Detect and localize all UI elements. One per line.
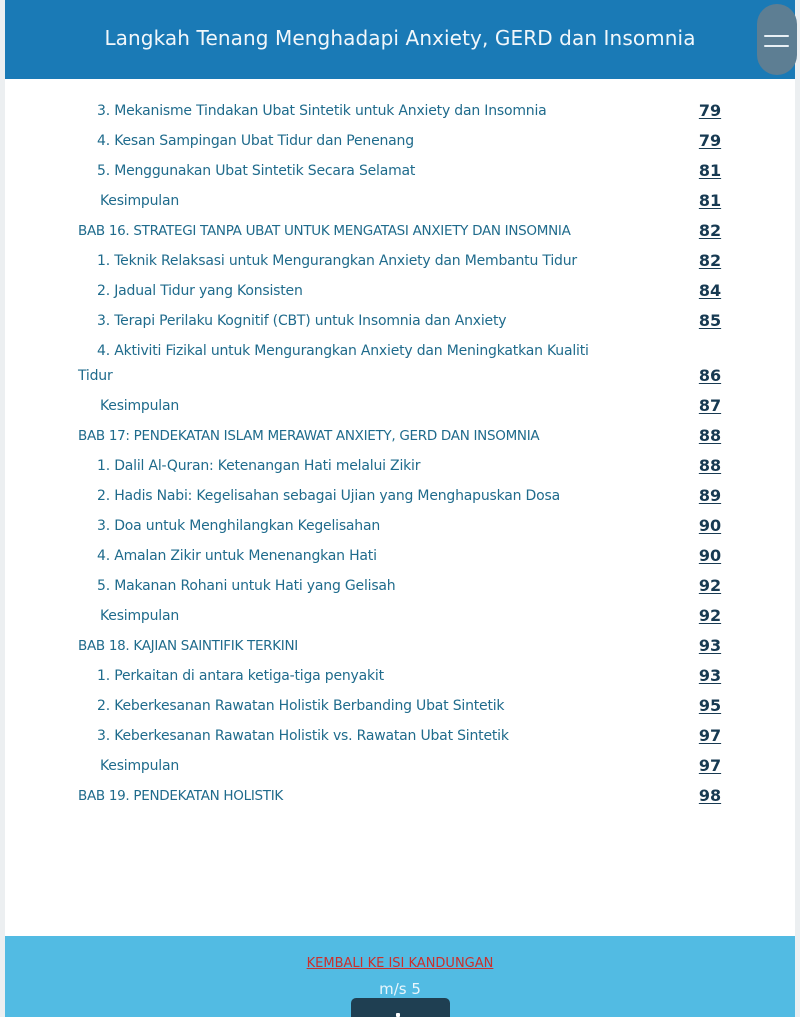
toc-entry-summary: Kesimpulan <box>100 758 180 774</box>
toc-entry-summary: Kesimpulan <box>100 193 180 209</box>
page-title: Langkah Tenang Menghadapi Anxiety, GERD dan Insomnia <box>104 26 696 50</box>
right-edge <box>795 0 800 1017</box>
back-to-contents-link[interactable]: KEMBALI KE ISI KANDUNGAN <box>306 956 494 971</box>
toc-entry: 5. Menggunakan Ubat Sintetik Secara Selamat <box>97 163 416 179</box>
toc-page-link[interactable]: 85 <box>698 311 722 330</box>
toc-entry: 2. Jadual Tidur yang Konsisten <box>97 283 303 299</box>
toc-page-link[interactable]: 98 <box>698 786 722 805</box>
toc-entry: 2. Hadis Nabi: Kegelisahan sebagai Ujian yang Menghapuskan Dosa <box>97 488 560 504</box>
toc-page-link[interactable]: 79 <box>698 101 722 120</box>
menu-button[interactable] <box>757 4 797 75</box>
toc-entry: 3. Doa untuk Menghilangkan Kegelisahan <box>97 518 381 534</box>
toc-page-link[interactable]: 95 <box>698 696 722 715</box>
toc-chapter-heading: BAB 17: PENDEKATAN ISLAM MERAWAT ANXIETY, GERD DAN INSOMNIA <box>78 428 540 444</box>
toc-page-link[interactable]: 79 <box>698 131 722 150</box>
toc-page-link[interactable]: 81 <box>698 191 722 210</box>
toc-page-link[interactable]: 97 <box>698 756 722 775</box>
toc-page-link[interactable]: 93 <box>698 636 722 655</box>
toc-entry-summary: Kesimpulan <box>100 398 180 414</box>
toc-page-link[interactable]: 88 <box>698 456 722 475</box>
toc-page-link[interactable]: 84 <box>698 281 722 300</box>
toc-entry-continued: Tidur <box>78 368 113 384</box>
header-bar <box>5 0 795 79</box>
toc-entry: 5. Makanan Rohani untuk Hati yang Gelisah <box>97 578 396 594</box>
toc-entry: 4. Aktiviti Fizikal untuk Mengurangkan Anxiety dan Meningkatkan Kualiti <box>97 343 589 359</box>
dot-icon <box>396 1013 400 1017</box>
toc-page-link[interactable]: 88 <box>698 426 722 445</box>
toc-entry: 3. Mekanisme Tindakan Ubat Sintetik untuk Anxiety dan Insomnia <box>97 103 547 119</box>
toc-entry: 1. Teknik Relaksasi untuk Mengurangkan Anxiety dan Membantu Tidur <box>97 253 577 269</box>
page-indicator: m/s 5 <box>379 980 421 998</box>
toc-entry: 4. Kesan Sampingan Ubat Tidur dan Penenang <box>97 133 414 149</box>
toc-page-link[interactable]: 82 <box>698 221 722 240</box>
toc-chapter-heading: BAB 18. KAJIAN SAINTIFIK TERKINI <box>78 638 298 654</box>
toc-chapter-heading: BAB 19. PENDEKATAN HOLISTIK <box>78 788 283 804</box>
toc-chapter-heading: BAB 16. STRATEGI TANPA UBAT UNTUK MENGATASI ANXIETY DAN INSOMNIA <box>78 223 571 239</box>
toc-page-link[interactable]: 97 <box>698 726 722 745</box>
toc-page-link[interactable]: 92 <box>698 576 722 595</box>
toc-page-link[interactable]: 93 <box>698 666 722 685</box>
toc-entry: 1. Dalil Al-Quran: Ketenangan Hati melalui Zikir <box>97 458 421 474</box>
toc-entry: 4. Amalan Zikir untuk Menenangkan Hati <box>97 548 377 564</box>
footer-bar <box>5 936 795 1017</box>
toc-page-link[interactable]: 87 <box>698 396 722 415</box>
toc-page-link[interactable]: 92 <box>698 606 722 625</box>
toc-entry: 2. Keberkesanan Rawatan Holistik Berbanding Ubat Sintetik <box>97 698 505 714</box>
toc-entry: 3. Terapi Perilaku Kognitif (CBT) untuk Insomnia dan Anxiety <box>97 313 507 329</box>
footer-nav-tab[interactable] <box>351 998 450 1017</box>
toc-page-link[interactable]: 90 <box>698 516 722 535</box>
left-edge <box>0 0 5 1017</box>
toc-page-link[interactable]: 86 <box>698 366 722 385</box>
toc-entry: 1. Perkaitan di antara ketiga-tiga penyakit <box>97 668 384 684</box>
toc-page-link[interactable]: 82 <box>698 251 722 270</box>
toc-entry: 3. Keberkesanan Rawatan Holistik vs. Rawatan Ubat Sintetik <box>97 728 509 744</box>
toc-page-link[interactable]: 89 <box>698 486 722 505</box>
toc-page-link[interactable]: 90 <box>698 546 722 565</box>
toc-page-link[interactable]: 81 <box>698 161 722 180</box>
toc-entry-summary: Kesimpulan <box>100 608 180 624</box>
